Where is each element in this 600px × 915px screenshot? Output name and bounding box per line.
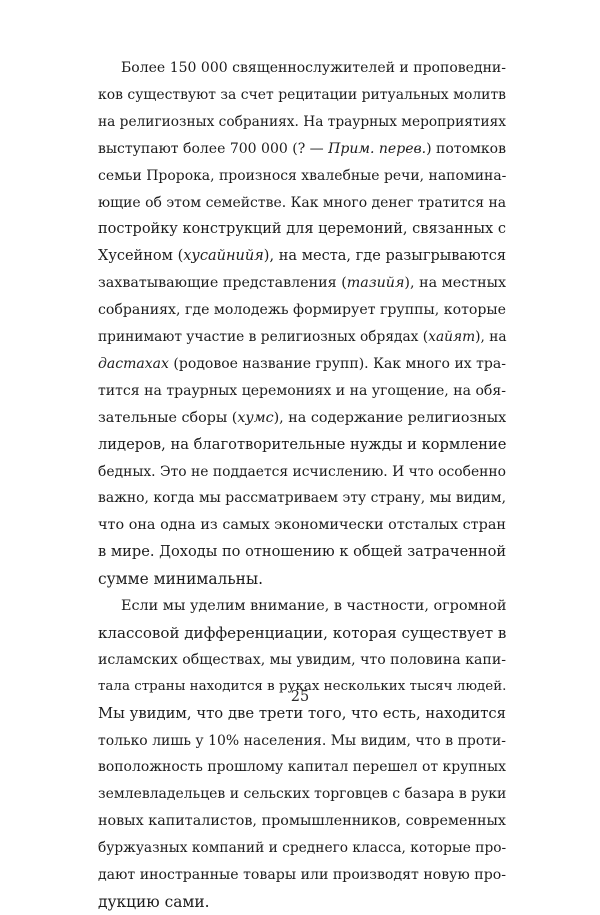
- text-line: [98, 432, 506, 458]
- text-run: ), на: [475, 329, 507, 345]
- text-run: (родовое название групп). Как много их тра-: [168, 355, 506, 372]
- text-line: [98, 136, 506, 162]
- text-line: [98, 781, 506, 807]
- italic-term: дастахах: [98, 355, 169, 372]
- text-line: [98, 889, 506, 915]
- text-line: [98, 808, 506, 834]
- text-run: ), на содержание религиозных: [273, 409, 507, 426]
- text-run: воположность прошлому капитал перешел от крупных: [98, 759, 506, 776]
- text-run: выступают более 700 000 (? —: [98, 140, 329, 157]
- text-line: [98, 566, 506, 592]
- text-run: Если мы уделим внимание, в частности, огромной: [121, 598, 507, 614]
- text-run: ) потомков: [426, 140, 506, 157]
- text-line: [98, 485, 506, 511]
- text-run: лидеров, на благотворительные нужды и кормление: [98, 435, 507, 453]
- text-run: классовой дифференциации, которая существует в: [98, 623, 507, 642]
- text-run: новых капиталистов, промышленников, современных: [98, 813, 506, 830]
- text-line: [98, 405, 506, 431]
- text-run: принимают участие в религиозных обрядах (: [98, 329, 429, 345]
- text-line: [98, 216, 506, 242]
- text-line: [98, 190, 506, 216]
- text-run: дают иностранные товары или производят новую про-: [98, 867, 506, 883]
- text-line: [98, 270, 506, 296]
- text-run: буржуазных компаний и среднего класса, которые про-: [98, 840, 507, 857]
- text-run: Более 150 000 священнослужителей и проповедни-: [121, 60, 506, 76]
- text-run: Мы увидим, что две трети того, что есть, находится: [98, 704, 506, 722]
- text-run: собраниях, где молодежь формирует группы, которые: [98, 302, 506, 319]
- text-run: сумме минимальны.: [98, 570, 264, 589]
- text-run: тится на траурных церемониях и на угощение, на обя-: [98, 382, 506, 399]
- text-line: [121, 593, 506, 619]
- italic-term: хайят: [428, 329, 476, 345]
- text-run: ), на места, где разыгрываются: [263, 248, 506, 265]
- text-run: только лишь у 10% населения. Мы видим, что в проти-: [98, 732, 506, 749]
- text-run: постройку конструкций для церемоний, связанных с: [98, 221, 506, 238]
- text-line: [98, 82, 506, 108]
- italic-term: хусайнийя: [183, 248, 264, 265]
- text-line: [98, 378, 506, 404]
- text-line: [98, 163, 506, 189]
- text-run: бедных. Это не поддается исчислению. И что особенно: [98, 463, 506, 480]
- text-run: зательные сборы (: [98, 409, 238, 426]
- text-line: [98, 835, 506, 861]
- text-run: ), на местных: [404, 275, 506, 292]
- text-line: [98, 351, 506, 377]
- text-run: землевладельцев и сельских торговцев с базара в руки: [98, 786, 507, 803]
- italic-term: тазийя: [346, 275, 405, 292]
- text-line: [98, 459, 506, 485]
- text-run: Хусейном (: [98, 248, 184, 265]
- text-run: исламских обществах, мы увидим, что половина капи-: [98, 651, 506, 668]
- text-run: ков существуют за счет рецитации ритуальных молитв: [98, 86, 506, 103]
- italic-term: Прим. перев.: [328, 140, 427, 157]
- text-line: [98, 754, 506, 780]
- text-line: [121, 55, 506, 81]
- page-number: 25: [290, 689, 310, 705]
- text-line: [98, 539, 506, 565]
- text-run: захватывающие представления (: [98, 275, 347, 292]
- text-line: [98, 862, 506, 888]
- text-line: [98, 512, 506, 538]
- text-run: важно, когда мы рассматриваем эту страну, мы видим,: [98, 490, 506, 507]
- text-run: тала страны находится в руках нескольких тысяч людей.: [98, 678, 507, 694]
- text-line: [98, 243, 506, 269]
- text-run: ющие об этом семействе. Как много денег тратится на: [98, 194, 507, 211]
- text-run: дукцию сами.: [98, 892, 210, 911]
- text-line: [98, 109, 506, 135]
- text-line: [98, 297, 506, 323]
- text-line: [98, 620, 506, 646]
- text-line: [98, 647, 506, 673]
- text-line: [98, 324, 506, 350]
- text-run: на религиозных собраниях. На траурных мероприятиях: [98, 113, 506, 130]
- text-run: что она одна из самых экономически отсталых стран: [98, 517, 506, 534]
- text-run: в мире. Доходы по отношению к общей затраченной: [98, 543, 507, 561]
- italic-term: хумс: [237, 409, 274, 426]
- text-run: семьи Пророка, произнося хвалебные речи, напомина-: [98, 167, 507, 184]
